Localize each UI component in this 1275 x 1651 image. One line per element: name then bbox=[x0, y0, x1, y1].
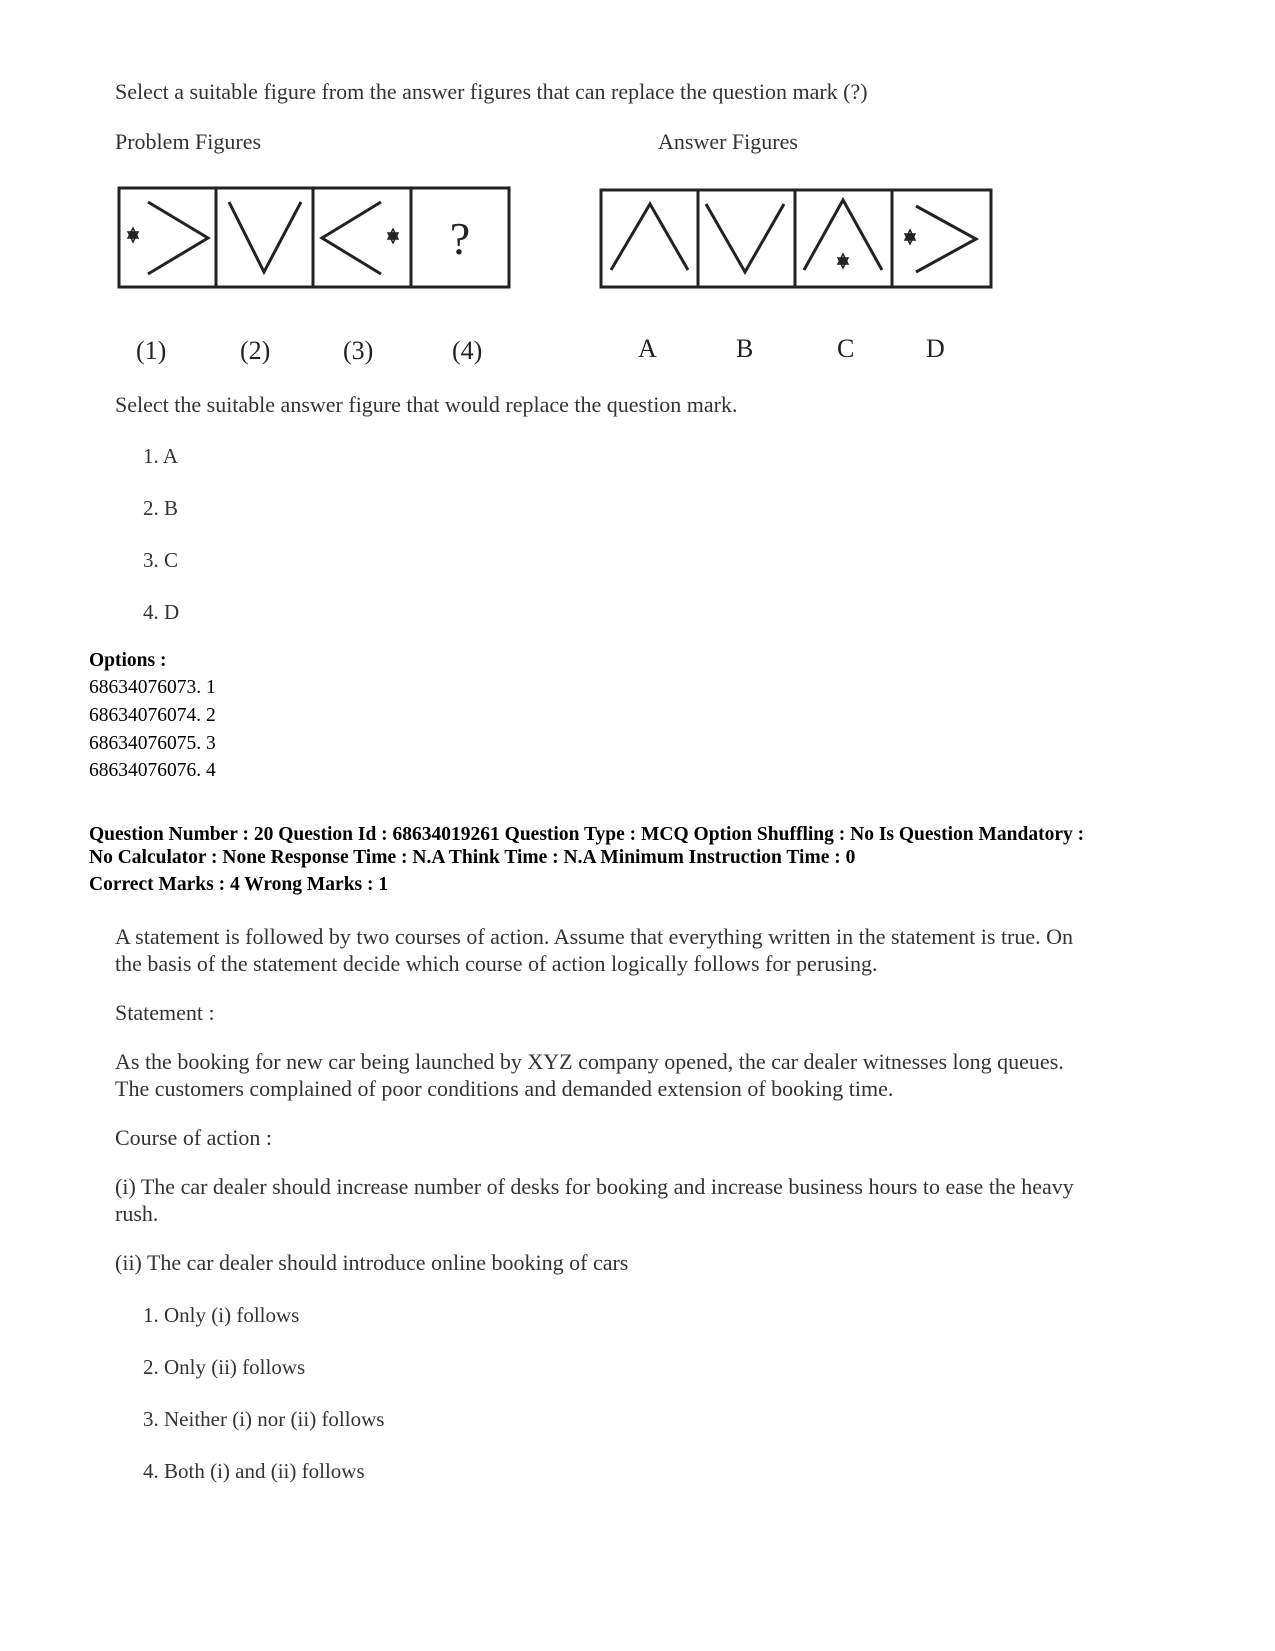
q19-choice-3: 3. C bbox=[143, 548, 179, 572]
answer-label-c: C bbox=[837, 334, 855, 363]
option-id-1: 68634076073. 1 bbox=[89, 677, 216, 698]
q20-marks: Correct Marks : 4 Wrong Marks : 1 bbox=[89, 874, 389, 895]
answer-label-a: A bbox=[638, 334, 657, 363]
problem-label-4: (4) bbox=[452, 336, 483, 365]
q20-meta-line-1: Question Number : 20 Question Id : 68634019261 Question Type : MCQ Option Shuffling : No Is Question Mandatory : bbox=[89, 824, 1085, 845]
statement-heading: Statement : bbox=[115, 1000, 215, 1025]
q20-choice-3: 3. Neither (i) nor (ii) follows bbox=[143, 1407, 385, 1431]
q20-meta-line-2: No Calculator : None Response Time : N.A Think Time : N.A Minimum Instruction Time : 0 bbox=[89, 847, 856, 868]
q20-intro-line-1: A statement is followed by two courses of action. Assume that everything written in the statement is true. On bbox=[115, 924, 1074, 949]
question-mark: ? bbox=[449, 213, 471, 264]
problem-label-1: (1) bbox=[136, 336, 167, 365]
statement-line-2: The customers complained of poor conditions and demanded extension of booking time. bbox=[115, 1076, 894, 1101]
q20-intro-line-2: the basis of the statement decide which course of action logically follows for perusing. bbox=[115, 951, 878, 976]
option-id-2: 68634076074. 2 bbox=[89, 705, 216, 726]
star-icon bbox=[388, 229, 398, 243]
answer-figures-heading: Answer Figures bbox=[658, 129, 798, 154]
option-id-3: 68634076075. 3 bbox=[89, 733, 216, 754]
answer-figure-d bbox=[916, 206, 976, 272]
q20-choice-4: 4. Both (i) and (ii) follows bbox=[143, 1459, 365, 1483]
course-of-action-heading: Course of action : bbox=[115, 1125, 273, 1150]
answer-figures bbox=[598, 184, 996, 290]
q19-choice-2: 2. B bbox=[143, 496, 179, 520]
answer-label-b: B bbox=[736, 334, 754, 363]
q19-instruction: Select a suitable figure from the answer figures that can replace the question mark (?) bbox=[115, 79, 868, 104]
q19-prompt: Select the suitable answer figure that would replace the question mark. bbox=[115, 392, 738, 417]
statement-line-1: As the booking for new car being launched by XYZ company opened, the car dealer witnesses long queues. bbox=[115, 1049, 1064, 1074]
problem-label-2: (2) bbox=[240, 336, 271, 365]
course-1-line-2: rush. bbox=[115, 1201, 159, 1226]
star-icon bbox=[838, 254, 848, 268]
q19-choice-4: 4. D bbox=[143, 600, 180, 624]
course-1-line-1: (i) The car dealer should increase number of desks for booking and increase business hours to ease the heavy bbox=[115, 1174, 1074, 1199]
q19-choice-1: 1. A bbox=[143, 444, 179, 468]
problem-figure-3 bbox=[322, 202, 381, 274]
answer-label-d: D bbox=[926, 334, 945, 363]
problem-figure-1 bbox=[148, 202, 208, 274]
problem-figure-2 bbox=[229, 202, 301, 272]
course-2: (ii) The car dealer should introduce online booking of cars bbox=[115, 1250, 629, 1275]
problem-label-3: (3) bbox=[343, 336, 374, 365]
options-heading: Options : bbox=[89, 650, 167, 671]
q20-choice-1: 1. Only (i) follows bbox=[143, 1303, 300, 1327]
answer-figure-b bbox=[706, 204, 784, 272]
star-icon bbox=[905, 230, 915, 244]
problem-figures-heading: Problem Figures bbox=[115, 129, 262, 154]
problem-figures bbox=[116, 184, 512, 290]
star-icon bbox=[128, 228, 138, 242]
answer-figure-a bbox=[611, 204, 688, 270]
q20-choice-2: 2. Only (ii) follows bbox=[143, 1355, 306, 1379]
option-id-4: 68634076076. 4 bbox=[89, 760, 216, 781]
